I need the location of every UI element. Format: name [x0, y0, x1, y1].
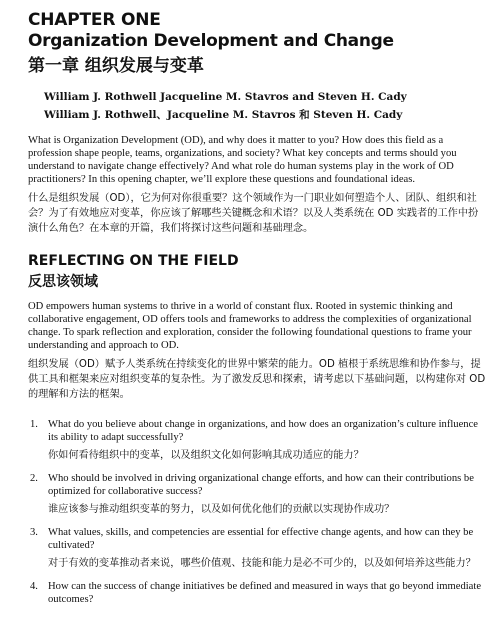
list-item	[28, 526, 486, 571]
question-number: 3.	[30, 527, 38, 538]
chapter-label: CHAPTER ONE	[28, 10, 161, 30]
question-text-en: Who should be involved in driving organizational change efforts, and how can their contributions be optimized for collaborative success?	[48, 473, 474, 497]
authors-en: William J. Rothwell Jacqueline M. Stavros and Steven H. Cady	[44, 91, 407, 103]
question-list	[28, 418, 486, 606]
section-paragraph-zh: 组织发展（OD）赋予人类系统在持续变化的世界中繁荣的能力。OD 植根于系统思维和协作参与，提供工具和框架来应对组织变革的复杂性。为了激发反思和探索，请考虑以下基础问题，以构建你对 OD 的理解和方法的框架。	[28, 359, 486, 400]
list-item	[28, 418, 486, 463]
question-text-en: What do you believe about change in organizations, and how does an organization’s culture influence its ability to adapt successfully?	[48, 419, 478, 443]
intro-paragraph-en: What is Organization Development (OD), and why does it matter to you? How does this field as a profession shape people, teams, organizations, and society? What key concepts and terms should you understand to navigate change effectively? And what role do human systems play in the work of OD practitioners? In this opening chapter, we’ll explore these questions and foundational ideas.	[28, 135, 457, 185]
section-title: REFLECTING ON THE FIELD	[28, 253, 239, 269]
chapter-title: Organization Development and Change	[28, 31, 394, 51]
section-title-zh: 反思该领域	[28, 274, 98, 290]
question-text-en: How can the success of change initiatives be defined and measured in ways that go beyond immediate outcomes?	[48, 581, 482, 605]
list-item	[28, 472, 486, 517]
authors-zh: William J. Rothwell、Jacqueline M. Stavros 和 Steven H. Cady	[44, 109, 403, 121]
section-paragraph-en: OD empowers human systems to thrive in a world of constant flux. Rooted in systemic thinking and collaborative engagement, OD offers tools and frameworks to address the complexities of organizational change. To spark reflection and exploration, consider the following foundational questions to frame your understanding and approach to OD.	[28, 301, 472, 351]
question-number: 1.	[30, 419, 38, 430]
question-text-zh: 你如何看待组织中的变革，以及组织文化如何影响其成功适应的能力？	[48, 450, 364, 461]
question-text-zh: 谁应该参与推动组织变革的努力，以及如何优化他们的贡献以实现协作成功？	[48, 504, 395, 515]
question-text-en: What values, skills, and competencies are essential for effective change agents, and how can they be cultivated?	[48, 527, 474, 551]
intro-paragraph-zh: 什么是组织发展（OD），它为何对你很重要？这个领域作为一门职业如何塑造个人、团队、组织和社会？为了有效地应对变革，你应该了解哪些关键概念和术语？以及人类系统在 OD 实践者的工作中扮演什么角色？在本章的开篇，我们将探讨这些问题和基础理念。	[28, 193, 479, 234]
list-item	[28, 580, 486, 606]
chapter-title-zh: 第一章 组织发展与变革	[28, 56, 204, 76]
question-text-zh: 对于有效的变革推动者来说，哪些价值观、技能和能力是必不可少的，以及如何培养这些能力？	[48, 558, 476, 569]
authors-block	[28, 88, 486, 124]
question-number: 2.	[30, 473, 38, 484]
question-number: 4.	[30, 581, 38, 592]
